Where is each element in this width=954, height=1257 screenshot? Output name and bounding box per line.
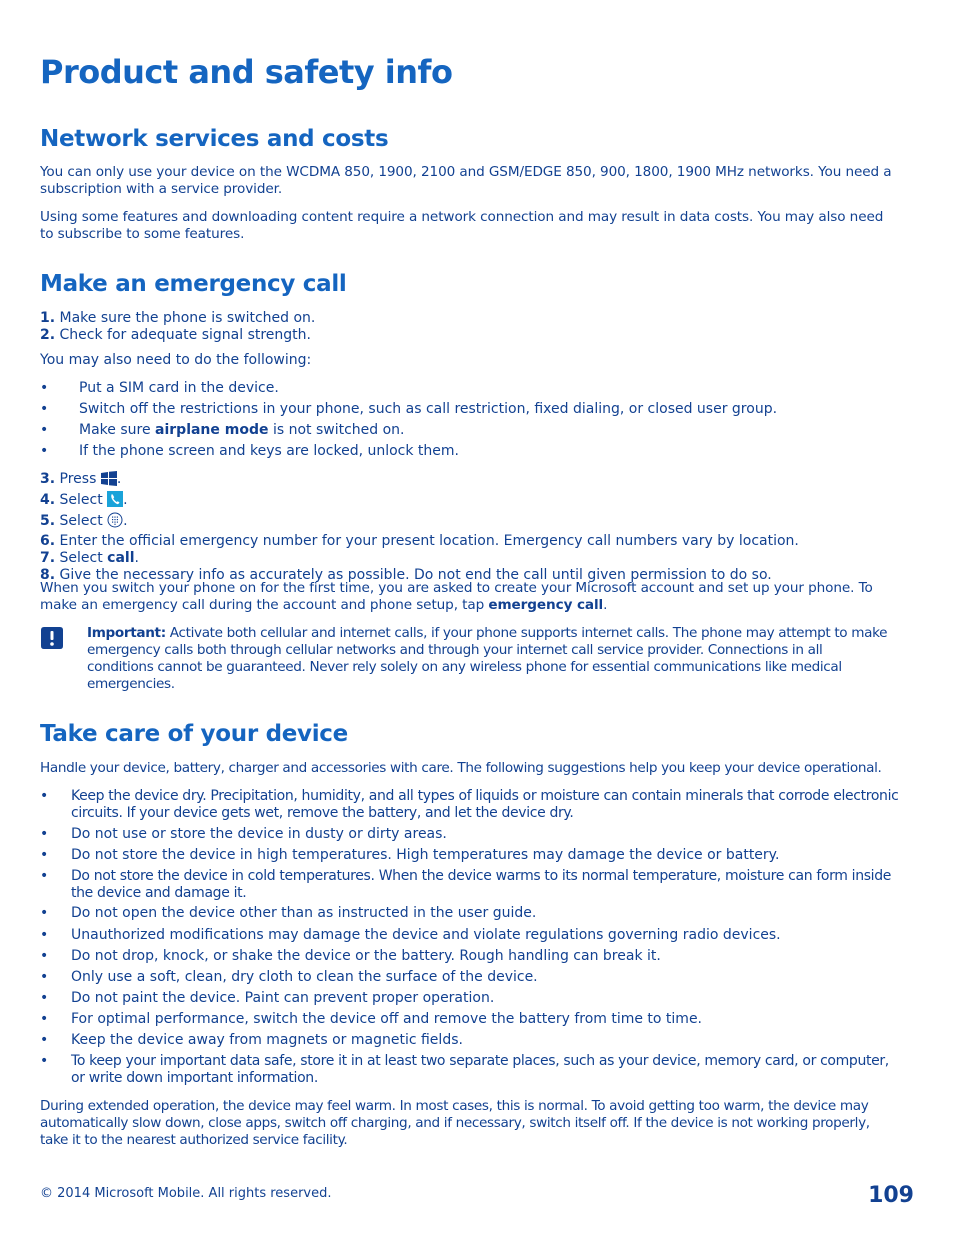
step-item bbox=[40, 550, 799, 567]
bullet-text: Put a SIM card in the device. bbox=[79, 380, 279, 396]
care-intro: Handle your device, battery, charger and accessories with care. The following suggestions help you keep your device operational. bbox=[40, 760, 882, 776]
step-item bbox=[40, 471, 799, 491]
bullet-mark: • bbox=[40, 1053, 49, 1069]
important-line3: conditions cannot be guaranteed. Never rely solely on any wireless phone for essential communications like medical bbox=[87, 659, 842, 675]
network-p2-line1: Using some features and downloading content require a network connection and may result in data costs. You may also need bbox=[40, 209, 884, 225]
bullet-text: If the phone screen and keys are locked, unlock them. bbox=[79, 443, 459, 459]
bullet-mark: • bbox=[40, 1011, 49, 1027]
bullet-mark: • bbox=[40, 969, 49, 985]
emergency-steps-a bbox=[40, 310, 315, 344]
step-number: 6. bbox=[40, 533, 56, 549]
care-bullet: Do not use or store the device in dusty or dirty areas. bbox=[71, 826, 447, 842]
bullet-mark: • bbox=[40, 868, 49, 884]
exclamation-icon bbox=[40, 626, 64, 654]
bullet-mark: • bbox=[40, 788, 49, 804]
keypad-icon bbox=[107, 512, 123, 533]
step-text-post: . bbox=[116, 471, 122, 487]
important-note bbox=[87, 625, 887, 693]
care-bullet: Do not drop, knock, or shake the device or the battery. Rough handling can break it. bbox=[71, 948, 661, 964]
section-heading-network: Network services and costs bbox=[40, 126, 389, 152]
footer-copyright: © 2014 Microsoft Mobile. All rights reserved. bbox=[40, 1186, 332, 1201]
bullet-mark: • bbox=[40, 1032, 49, 1048]
network-paragraph-1 bbox=[40, 164, 892, 198]
step-item bbox=[40, 310, 315, 327]
care-bullet-line1: Do not store the device in cold temperatures. When the device warms to its normal temperature, moisture can form inside bbox=[71, 868, 892, 884]
section-heading-emergency: Make an emergency call bbox=[40, 271, 347, 297]
bullet-mark: • bbox=[40, 847, 49, 863]
first-time-line2-bold: emergency call bbox=[488, 597, 604, 613]
phone-tile-icon bbox=[107, 491, 123, 512]
network-p1-line2: subscription with a service provider. bbox=[40, 181, 283, 197]
first-time-line2-pre: make an emergency call during the account and phone setup, tap bbox=[40, 597, 489, 613]
step-number: 3. bbox=[40, 471, 56, 487]
bullet-mark: • bbox=[40, 927, 49, 943]
step-number: 4. bbox=[40, 492, 56, 508]
care-bullet: Do not paint the device. Paint can prevent proper operation. bbox=[71, 990, 495, 1006]
step-item bbox=[40, 512, 799, 533]
care-bullet: Keep the device away from magnets or magnetic fields. bbox=[71, 1032, 463, 1048]
care-outro-line2: automatically slow down, close apps, switch off charging, and if necessary, switch itself off. If the device is not working properly, bbox=[40, 1115, 870, 1131]
bullet-mark: • bbox=[40, 401, 49, 417]
step-text: Press bbox=[59, 471, 101, 487]
bullet-text-post: is not switched on. bbox=[268, 422, 405, 438]
bullet-mark: • bbox=[40, 905, 49, 921]
network-paragraph-2 bbox=[40, 209, 883, 243]
first-time-line2 bbox=[40, 597, 873, 614]
important-label: Important: bbox=[87, 625, 166, 641]
first-time-line1: When you switch your phone on for the first time, you are asked to create your Microsoft account and set up your phone. To bbox=[40, 580, 873, 596]
care-bullet: Do not open the device other than as instructed in the user guide. bbox=[71, 905, 537, 921]
step-text: Select bbox=[59, 513, 108, 529]
care-outro-line1: During extended operation, the device may feel warm. In most cases, this is normal. To avoid getting too warm, the device may bbox=[40, 1098, 869, 1114]
care-outro-line3: take it to the nearest authorized service facility. bbox=[40, 1132, 348, 1148]
network-p1-line1: You can only use your device on the WCDMA 850, 1900, 2100 and GSM/EDGE 850, 900, 1800, 1900 MHz networks. You need a bbox=[40, 164, 892, 180]
step-text: Select bbox=[59, 550, 108, 566]
step-text-bold: call bbox=[107, 550, 135, 566]
step-text-post: . bbox=[123, 513, 128, 529]
first-time-line2-post: . bbox=[603, 597, 608, 613]
step-text: Make sure the phone is switched on. bbox=[59, 310, 316, 326]
bullet-text: Switch off the restrictions in your phone, such as call restriction, fixed dialing, or closed user group. bbox=[79, 401, 778, 417]
care-bullet bbox=[71, 868, 891, 902]
important-line4: emergencies. bbox=[87, 676, 175, 692]
step-text: Check for adequate signal strength. bbox=[59, 327, 311, 343]
step-text-post: . bbox=[123, 492, 128, 508]
first-time-paragraph bbox=[40, 580, 873, 614]
network-p2-line2: to subscribe to some features. bbox=[40, 226, 245, 242]
care-bullet-line1: Keep the device dry. Precipitation, humidity, and all types of liquids or moisture can contain minerals that corrode electronic bbox=[71, 788, 899, 804]
step-item bbox=[40, 327, 315, 344]
emergency-also-text: You may also need to do the following: bbox=[40, 352, 312, 368]
step-number: 7. bbox=[40, 550, 56, 566]
important-line2: emergency calls both through cellular networks and through your internet call service provider. Connections in all bbox=[87, 642, 823, 658]
bullet-mark: • bbox=[40, 826, 49, 842]
care-bullet-line2: or write down important information. bbox=[71, 1070, 318, 1086]
care-bullet bbox=[71, 1053, 889, 1087]
section-heading-care: Take care of your device bbox=[40, 721, 348, 747]
step-text: Select bbox=[59, 492, 108, 508]
care-outro bbox=[40, 1098, 870, 1149]
step-number: 8. bbox=[40, 567, 56, 583]
emergency-steps-b bbox=[40, 471, 799, 584]
bullet-mark: • bbox=[40, 380, 49, 396]
care-bullet-line1: To keep your important data safe, store it in at least two separate places, such as your device, memory card, or computer, bbox=[71, 1053, 889, 1069]
page-number: 109 bbox=[868, 1183, 914, 1208]
care-bullet: Only use a soft, clean, dry cloth to clean the surface of the device. bbox=[71, 969, 538, 985]
step-item bbox=[40, 533, 799, 550]
bullet-mark: • bbox=[40, 443, 49, 459]
care-bullet-list bbox=[40, 788, 916, 1098]
step-item bbox=[40, 491, 799, 512]
bullet-text bbox=[79, 422, 405, 439]
step-number: 5. bbox=[40, 513, 56, 529]
important-line1 bbox=[87, 625, 887, 642]
bullet-text-bold: airplane mode bbox=[155, 422, 269, 438]
care-bullet bbox=[71, 788, 898, 822]
step-text-post: . bbox=[134, 550, 139, 566]
care-bullet: For optimal performance, switch the device off and remove the battery from time to time. bbox=[71, 1011, 703, 1027]
step-text: Give the necessary info as accurately as possible. Do not end the call until given permission to do so. bbox=[59, 567, 772, 583]
care-bullet-line2: circuits. If your device gets wet, remove the battery, and let the device dry. bbox=[71, 805, 574, 821]
step-text: Enter the official emergency number for your present location. Emergency call numbers vary by location. bbox=[59, 533, 799, 549]
care-bullet-line2: the device and damage it. bbox=[71, 885, 247, 901]
step-number: 2. bbox=[40, 327, 56, 343]
step-number: 1. bbox=[40, 310, 56, 326]
emergency-bullet-list bbox=[40, 380, 916, 465]
bullet-mark: • bbox=[40, 422, 49, 438]
care-bullet: Do not store the device in high temperatures. High temperatures may damage the device or battery. bbox=[71, 847, 780, 863]
bullet-mark: • bbox=[40, 948, 49, 964]
care-bullet: Unauthorized modifications may damage the device and violate regulations governing radio devices. bbox=[71, 927, 781, 943]
bullet-text-pre: Make sure bbox=[79, 422, 156, 438]
windows-start-icon bbox=[101, 471, 117, 491]
important-line1-text: Activate both cellular and internet calls, if your phone supports internet calls. The phone may attempt to make bbox=[165, 625, 888, 641]
page-title: Product and safety info bbox=[40, 53, 453, 91]
bullet-mark: • bbox=[40, 990, 49, 1006]
